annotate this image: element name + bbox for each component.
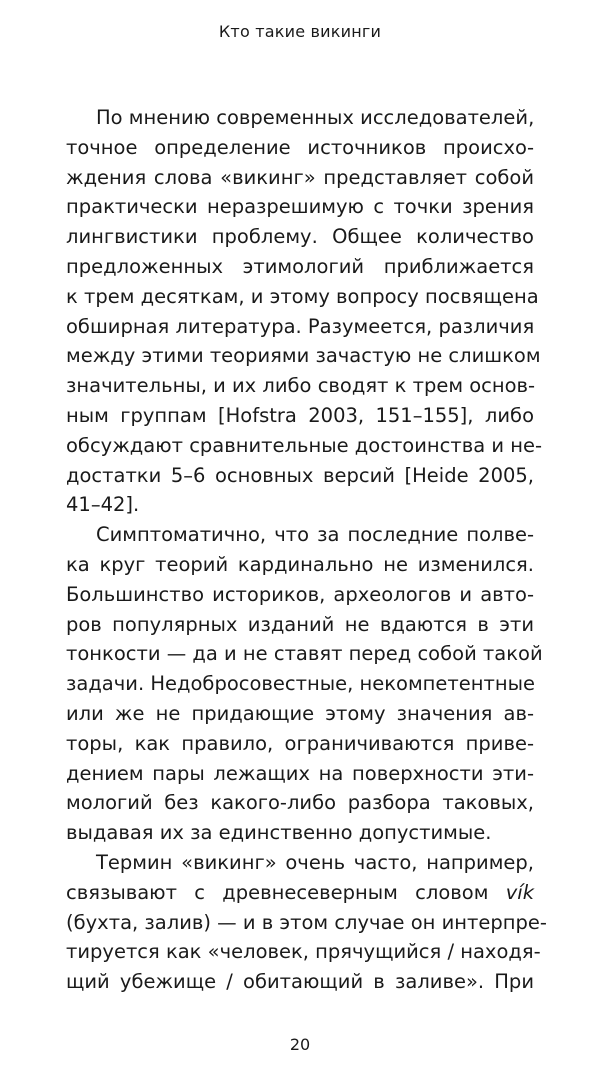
text-line: или же не придающие этому значения ав-: [66, 701, 534, 725]
text-line: мологий без какого-либо разбора таковых,: [66, 791, 534, 815]
text-line: дением пары лежащих на поверхности эти-: [66, 761, 534, 785]
text-line: практически неразрешимую с точки зрения: [66, 195, 534, 219]
text-line: ждения слова «викинг» представляет собой: [66, 165, 534, 189]
text-line: достатки 5–6 основных версий [Heide 2005,: [66, 463, 534, 487]
italic-term: vík: [505, 880, 534, 904]
text-line: щий убежище / обитающий в заливе». При: [66, 970, 534, 994]
text-line: ным группам [Hofstra 2003, 151–155], либо: [66, 403, 534, 427]
text-line: обширная литература. Разумеется, различия: [66, 314, 535, 338]
text-line: [66, 878, 534, 908]
text-line: торы, как правило, ограничиваются приве-: [66, 731, 534, 755]
text-line: тируется как «человек, прячущийся / находя-: [66, 940, 541, 964]
text-line: Симптоматично, что за последние полве-: [96, 523, 534, 547]
text-line: обсуждают сравнительные достоинства и не-: [66, 433, 543, 457]
text-line: предложенных этимологий приближается: [66, 254, 534, 278]
text-line: тонкости — да и не ставят перед собой такой: [66, 642, 543, 666]
text-line: значительны, и их либо сводят к трем основ-: [66, 374, 536, 398]
text-line: По мнению современных исследователей,: [96, 106, 535, 129]
text-line: выдавая их за единственно допустимые.: [66, 821, 492, 845]
text-line: к трем десяткам, и этому вопросу посвящена: [66, 284, 539, 308]
text-line: задачи. Недобросовестные, некомпетентные: [66, 672, 536, 696]
text-line: 41–42].: [66, 493, 140, 517]
text-line: ка круг теорий кардинально не изменился.: [66, 552, 534, 576]
running-header: Кто такие викинги: [218, 22, 382, 41]
text-line: ров популярных изданий не вдаются в эти: [66, 612, 534, 636]
text-line: между этими теориями зачастую не слишком: [66, 344, 541, 368]
text-line: Большинство историков, археологов и авто-: [66, 582, 534, 606]
text-fragment: связывают с древнесеверным словом: [66, 880, 506, 904]
page-number: 20: [289, 1035, 311, 1054]
text-line: Термин «викинг» очень часто, например,: [96, 850, 534, 874]
text-line: точное определение источников происхо-: [66, 135, 534, 159]
body-text: [66, 103, 547, 997]
text-line: лингвистики проблему. Общее количество: [66, 225, 534, 249]
text-line: (бухта, залив) — и в этом случае он интерпре-: [66, 910, 547, 934]
